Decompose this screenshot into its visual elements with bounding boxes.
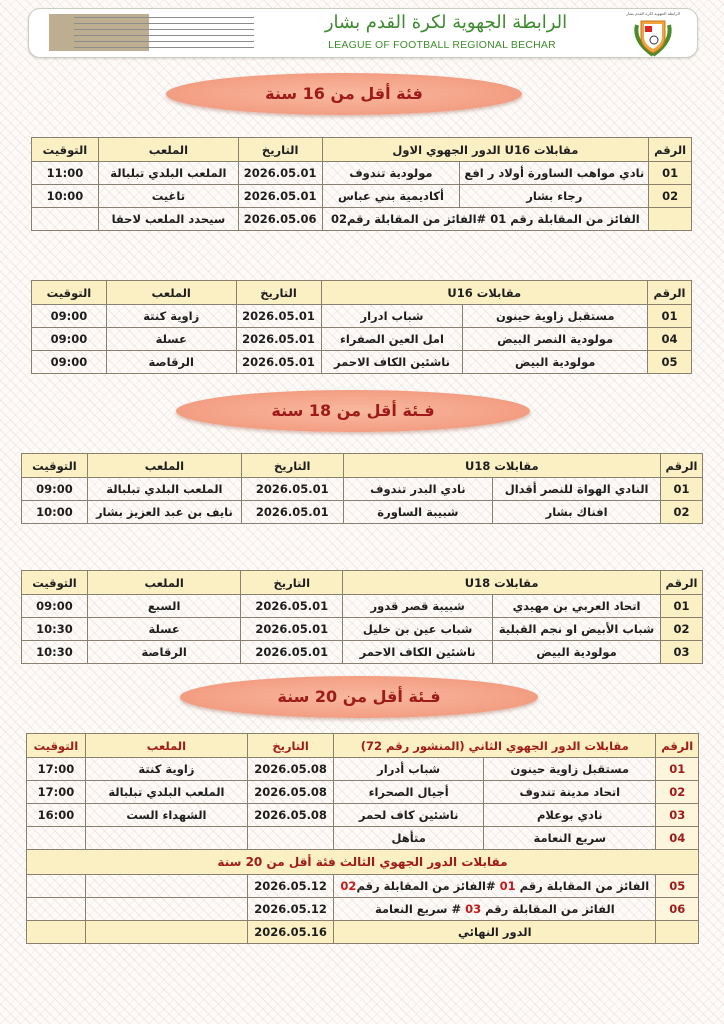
away-team: شباب أدرار [334,758,484,781]
stadium: الملعب البلدي تبلبالة [85,781,247,804]
desc-middle: #الفائز من المقابلة رقم [356,879,500,893]
u16-table [31,280,692,374]
col-header-stadium: الملعب [85,734,247,758]
match-number-empty [656,921,699,944]
home-team: افناك بشار [493,501,661,524]
match-time: 10:30 [22,641,88,664]
col-header-num: الرقم [661,571,703,595]
desc-middle: # سريع النعامة [374,902,466,916]
league-title-arabic: الرابطة الجهوية لكرة القدم بشار [324,12,568,33]
stadium: السبع [87,595,240,618]
home-team: مستقبل زاوية حينون [484,758,656,781]
final-date: 2026.05.16 [248,921,334,944]
section-title-u16: فئة أقل من 16 سنة [166,73,522,115]
away-team: ناشئين الكاف الاحمر [343,641,493,664]
league-logo [615,11,691,57]
match-time: 09:00 [32,305,107,328]
match-time: 09:00 [32,351,107,374]
stadium: الشهداء الست [85,804,247,827]
match-number: 04 [656,827,699,850]
match-number: 03 [661,641,703,664]
stadium: نايف بن عبد العزيز بشار [87,501,241,524]
ref-match-1: 01 [499,879,516,893]
match-number: 01 [656,758,699,781]
header-decoration-lines [74,17,254,49]
match-number: 01 [661,595,703,618]
match-time-empty [27,898,86,921]
match-number: 04 [648,328,692,351]
match-number: 02 [656,781,699,804]
col-header-date: التاريخ [241,571,343,595]
match-time: 10:00 [32,185,99,208]
match-number: 05 [648,351,692,374]
match-date: 2026.05.01 [238,185,322,208]
ref-match-1: 03 [465,902,482,916]
away-team: شبيبة الساورة [343,501,493,524]
col-header-date: التاريخ [238,138,322,162]
col-header-stadium: الملعب [87,454,241,478]
match-time-empty [27,875,86,898]
table-title: مقابلات الدور الجهوي الثاني (المنشور رقم 72) [334,734,656,758]
col-header-num: الرقم [656,734,699,758]
table-row [22,641,703,664]
desc-prefix: الفائز من المقابلة رقم [515,879,650,893]
logo-caption: الرابطة الجهوية لكرة القدم بشار [626,11,680,16]
match-time: 09:00 [22,595,88,618]
table-row [27,875,699,898]
match-date: 2026.05.01 [241,618,343,641]
col-header-stadium: الملعب [98,138,238,162]
match-date: 2026.05.12 [248,875,334,898]
third-round-title: مقابلات الدور الجهوي الثالث فئة أقل من 20 سنة [27,850,699,875]
stadium: الرقاصة [106,351,236,374]
home-team: اتحاد العربي بن مهيدي [493,595,661,618]
away-team: مولودية تندوف [322,162,460,185]
table-row [22,618,703,641]
u18-table-1 [21,453,703,524]
shield-icon [615,11,691,57]
table-row [22,595,703,618]
stadium: الملعب البلدي تبلبالة [98,162,238,185]
table-row [27,827,699,850]
table-row-winner-match [32,208,692,231]
col-header-stadium: الملعب [106,281,236,305]
stadium: زاوية كنتة [85,758,247,781]
away-team: نادي البدر تندوف [343,478,493,501]
match-date: 2026.05.12 [248,898,334,921]
match-number: 02 [661,618,703,641]
home-team: نادي مواهب الساورة أولاد ر افع [460,162,649,185]
match-number: 01 [661,478,703,501]
match-date: 2026.05.08 [248,781,334,804]
col-header-num: الرقم [648,281,692,305]
final-row [27,921,699,944]
home-team: شباب الأبيض او نجم القبلية [493,618,661,641]
match-time: 10:00 [22,501,88,524]
col-header-num: الرقم [649,138,692,162]
home-team: نادي بوعلام [484,804,656,827]
col-header-time: التوقيت [27,734,86,758]
match-number: 02 [649,185,692,208]
match-number: 01 [649,162,692,185]
table-row [27,898,699,921]
third-round-band [27,850,699,875]
table-row [32,305,692,328]
col-header-date: التاريخ [248,734,334,758]
away-team: امل العين الصفراء [321,328,463,351]
table-row [32,351,692,374]
desc-prefix: الفائز من المقابلة رقم [481,902,615,916]
match-date: 2026.05.08 [248,804,334,827]
winner-match-description [334,875,656,898]
table-title: مقابلات U16 الدور الجهوي الاول [322,138,649,162]
match-time: 10:30 [22,618,88,641]
table-row [32,328,692,351]
match-time [27,827,86,850]
match-time: 17:00 [27,758,86,781]
table-title: مقابلات U16 [321,281,648,305]
match-date: 2026.05.01 [241,501,343,524]
table-row [32,185,692,208]
stadium: زاوية كنتة [106,305,236,328]
match-date: 2026.05.01 [241,478,343,501]
table-title: مقابلات U18 [343,454,660,478]
col-header-time: التوقيت [22,454,88,478]
match-date: 2026.05.01 [236,351,321,374]
col-header-date: التاريخ [236,281,321,305]
match-number-empty [649,208,692,231]
section-title-u18: فـئة أقل من 18 سنة [176,390,530,432]
match-number: 01 [648,305,692,328]
away-team: شباب عين بن خليل [343,618,493,641]
winner-match-description: الفائز من المقابلة رقم 01 #الفائز من المقابلة رقم02 [322,208,649,231]
stadium-empty [85,875,247,898]
match-date: 2026.05.01 [236,305,321,328]
match-date: 2026.05.01 [236,328,321,351]
away-team: متأهل [334,827,484,850]
stadium-empty [85,898,247,921]
match-date: 2026.05.01 [238,162,322,185]
away-team: ناشئين كاف لحمر [334,804,484,827]
match-time: 09:00 [32,328,107,351]
stadium: الملعب البلدي تبلبالة [87,478,241,501]
away-team: أجيال الصحراء [334,781,484,804]
u20-table [26,733,699,944]
match-number: 05 [656,875,699,898]
match-number: 02 [661,501,703,524]
home-team: النادي الهواة للنصر أقدال [493,478,661,501]
winner-match-description [334,898,656,921]
stadium: سيحدد الملعب لاحقا [98,208,238,231]
stadium: الرقاصة [87,641,240,664]
section-title-u20: فـئة أقل من 20 سنة [180,676,538,718]
table-row [27,804,699,827]
table-row [32,162,692,185]
match-time: 11:00 [32,162,99,185]
u16-first-round-table [31,137,692,231]
match-time-empty [32,208,99,231]
away-team: شباب ادرار [321,305,463,328]
away-team: ناشئين الكاف الاحمر [321,351,463,374]
match-number: 03 [656,804,699,827]
home-team: مولودية النصر البيض [463,328,648,351]
match-date: 2026.05.08 [248,758,334,781]
home-team: اتحاد مدينة تندوف [484,781,656,804]
table-row [22,478,703,501]
stadium: تاغيت [98,185,238,208]
home-team: مولودية البيض [463,351,648,374]
stadium-empty [85,921,247,944]
col-header-time: التوقيت [32,281,107,305]
home-team: سريع النعامة [484,827,656,850]
match-date: 2026.05.01 [241,641,343,664]
table-row [27,781,699,804]
match-time: 16:00 [27,804,86,827]
match-date: 2026.05.01 [241,595,343,618]
final-label: الدور النهائي [334,921,656,944]
away-team: شبيبة قصر قدور [343,595,493,618]
table-title: مقابلات U18 [343,571,661,595]
col-header-num: الرقم [661,454,703,478]
stadium: عسلة [106,328,236,351]
league-header [28,8,698,58]
away-team: أكاديمية بني عباس [322,185,460,208]
home-team: رجاء بشار [460,185,649,208]
table-row [27,758,699,781]
league-title-english: LEAGUE OF FOOTBALL REGIONAL BECHAR [328,39,556,51]
col-header-time: التوقيت [22,571,88,595]
match-time: 09:00 [22,478,88,501]
match-number: 06 [656,898,699,921]
home-team: مستقبل زاوية حينون [463,305,648,328]
u18-table-2 [21,570,703,664]
table-row [22,501,703,524]
stadium: عسلة [87,618,240,641]
col-header-stadium: الملعب [87,571,240,595]
match-date [248,827,334,850]
col-header-time: التوقيت [32,138,99,162]
match-time-empty [27,921,86,944]
stadium [85,827,247,850]
match-date: 2026.05.06 [238,208,322,231]
col-header-date: التاريخ [241,454,343,478]
match-time: 17:00 [27,781,86,804]
ref-match-2: 02 [340,879,357,893]
home-team: مولودية البيض [493,641,661,664]
